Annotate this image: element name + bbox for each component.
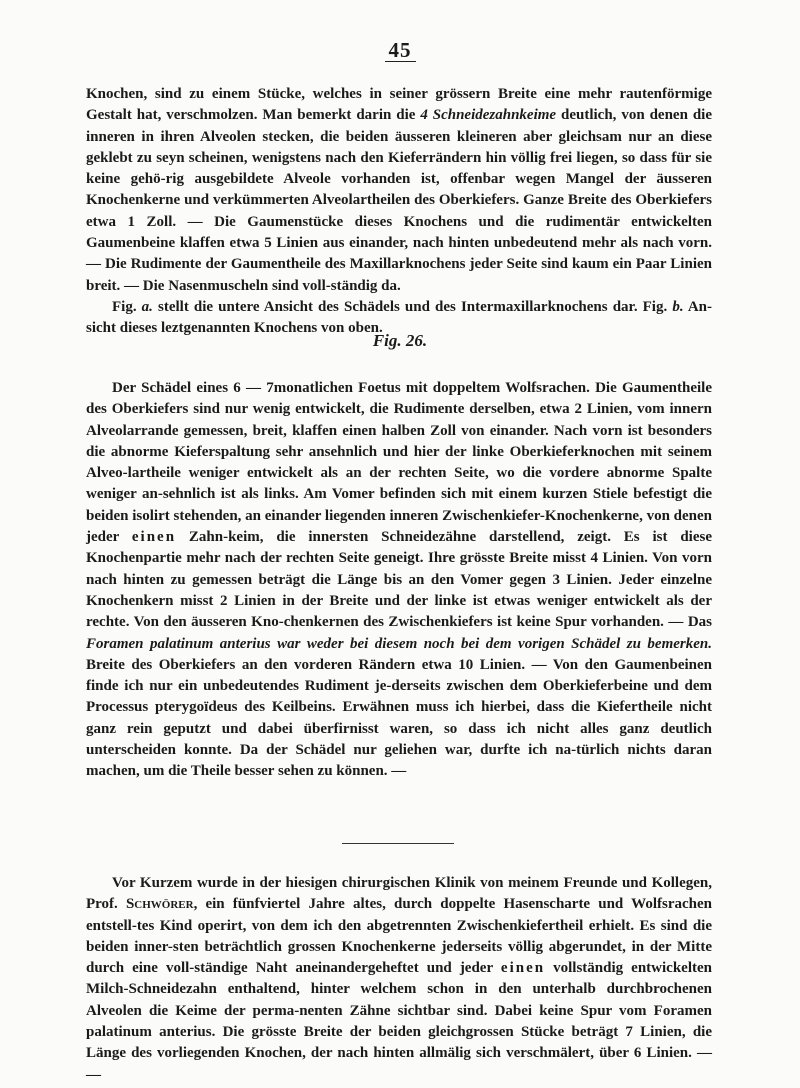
paragraph-1: Knochen, sind zu einem Stücke, welches in seiner grössern Breite eine mehr rautenförmige Gestalt hat, verschmolzen. Man bemerkt darin die 4 Schneidezahnkeime deutlich, von denen die inneren in ihren Alveolen stecken, die beiden äusseren kleineren aber gleichsam nur an diese geklebt zu seyn scheinen, wenigstens nach den Kieferrändern hin völlig frei liegen, so dass für sie keine gehö-rig ausgebildete Alveole vorhanden ist, offenbar wegen Mangel der äusseren Knochenkerne und verkümmerten Alveolartheilen des Oberkiefers. Ganze Breite des Oberkiefers etwa 1 Zoll. — Die Gaumenstücke dieses Knochens und die rudimentär entwickelten Gaumenbeine klaffen etwa 5 Linien aus einander, nach hinten unbedeutend mehr als nach vorn. — Die Rudimente der Gaumentheile des Maxillarknochens jeder Seite sind kaum ein Paar Linien breit. — Die Nasenmuscheln sind voll-ständig da. Fig. a. stellt die untere Ansicht des Schädels und des Intermaxillarknochens dar. Fig. b. An-sicht dieses leztgenannten Knochens von oben.	[86, 86, 712, 337]
page-number: 45	[0, 38, 800, 63]
paragraph-2: Der Schädel eines 6 — 7monatlichen Foetus mit doppeltem Wolfsrachen. Die Gaumentheile des Oberkiefers sind nur wenig entwickelt, die Rudimente derselben, etwa 2 Linien, vom innern Alveolarrande gemessen, breit, klaffen einen halben Zoll von einander. Nach vorn ist besonders die abnorme Kieferspaltung sehr ansehnlich und hier der linke Oberkieferknochen mit seinem Alveo-lartheile weniger entwickelt als an der rechten Seite, wo die vordere abnorme Spalte weniger an-sehnlich ist als links. Am Vomer befinden sich mit einem kurzen Stiele befestigt die beiden isolirt stehenden, an einander liegenden inneren Zwischenkiefer-Knochenkerne, von denen jeder einen Zahn-keim, die innersten Schneidezähne darstellend, zeigt. Es ist diese Knochenpartie mehr nach der rechten Seite geneigt. Ihre grösste Breite misst 4 Linien. Von vorn nach hinten zu gemessen beträgt die Länge bis an den Vomer gegen 3 Linien. Jeder einzelne Knochenkern misst 2 Linien in der Breite und der linke ist etwas weniger entwickelt als der rechte. Von den äusseren Kno-chenkernen des Zwischenkiefers ist keine Spur vorhanden. — Das Foramen palatinum anterius war weder bei diesem noch bei dem vorigen Schädel zu bemerken. Breite des Oberkiefers an den vorderen Rändern etwa 10 Linien. — Von den Gaumenbeinen finde ich nur ein unbedeutendes Rudiment je-derseits zwischen dem Oberkieferbeine und dem Processus pterygoïdeus des Keilbeins. Erwähnen muss ich hierbei, dass die Kiefertheile nicht ganz rein geputzt und dabei überfirnisst waren, so dass ich nicht alles ganz deutlich unterscheiden konnte. Da der Schädel nur geliehen war, durfte ich na-türlich nichts daran machen, um die Theile besser sehen zu können. —	[86, 380, 713, 780]
figure-heading: Fig. 26.	[372, 331, 428, 350]
paragraph-3: Vor Kurzem wurde in der hiesigen chirurgischen Klinik von meinem Freunde und Kollegen, Prof. Schwörer, ein fünfviertel Jahre altes, durch doppelte Hasenscharte und Wolfsrachen entstell-tes Kind operirt, von dem ich den abgetrennten Zwischenkiefertheil erhielt. Es sind die beiden inner-sten beträchtlich grossen Knochenkerne jederseits völlig abgerundet, in der Mitte durch eine voll-ständige Naht aneinandergeheftet und jeder einen vollständig entwickelten Milch-Schneidezahn enthaltend, hinter welchem schon in den unterhalb durchbrochenen Alveolen die Keime der perma-nenten Zähne sichtbar sind. Dabei keine Spur vom Foramen palatinum anterius. Die grösste Breite der beiden gleichgrossen Stücke beträgt 7 Linien, die Länge des vorliegenden Knochen, der nach hinten allmälig sich verschmälert, über 6 Linien. — —	[86, 875, 712, 1083]
section-divider	[342, 843, 454, 844]
